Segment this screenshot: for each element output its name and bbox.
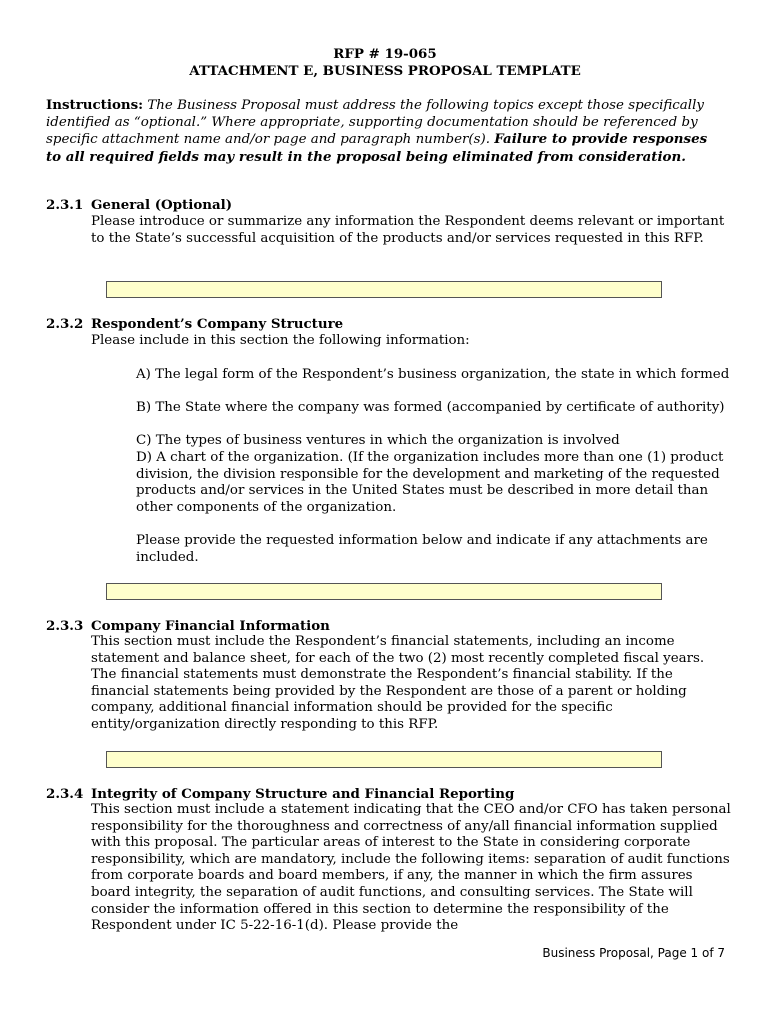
- closing-text: Please provide the requested information below and indicate if any attachments are included.: [136, 533, 708, 565]
- section-title-integrity: Integrity of Company Structure and Financial Reporting: [91, 786, 515, 802]
- list-item-b: [91, 400, 731, 417]
- list-item-b-text: B) The State where the company was formed (accompanied by certificate of authority): [136, 400, 725, 415]
- document-title-rfp: RFP # 19-065: [333, 46, 437, 62]
- list-item-a-label: A) The legal form of the Respondent’s business organization, the state in which formed: [136, 367, 730, 382]
- section-number-2-3-2: 2.3.2: [46, 316, 84, 332]
- document-title-attachment: ATTACHMENT E, BUSINESS PROPOSAL TEMPLATE: [189, 63, 581, 79]
- list-item-c: [91, 433, 731, 450]
- page-footer: Business Proposal, Page 1 of 7: [542, 946, 725, 960]
- list-item-d-text: D) A chart of the organization. (If the organization includes more than one (1) product division, the division responsible for the development and marketing of the requested products and/or services in the United States must be described in more detail than other components of the organization.: [136, 450, 724, 515]
- section-body-general: Please introduce or summarize any information the Respondent deems relevant or important to the State’s successful acquisition of the products and/or services requested in this RFP.: [91, 214, 725, 246]
- section-body-financial-information: This section must include the Respondent’s financial statements, including an income statement and balance sheet, for each of the two (2) most recently completed fiscal years. The financial statements must demonstrate the Respondent’s financial stability. If the financial statements being provided by the Respondent are those of a parent or holding company, additional financial information should be provided for the specific entity/organization directly responding to this RFP.: [91, 634, 705, 732]
- section-intro-company-structure: Please include in this section the following information:: [91, 333, 470, 348]
- list-item-c-text: C) The types of business ventures in which the organization is involved: [136, 433, 620, 448]
- list-item-d: [91, 450, 731, 516]
- response-field-financial-information[interactable]: [106, 751, 662, 768]
- instructions-text: The Business Proposal must address the following topics except those specifically identified as “optional.” Where appropriate, supporting documentation should be referenced by specific attachment name and/or page and paragraph number(s).: [46, 98, 704, 148]
- section-number-2-3-4: 2.3.4: [46, 786, 84, 802]
- section-number-2-3-1: 2.3.1: [46, 197, 84, 213]
- section-body-integrity: This section must include a statement indicating that the CEO and/or CFO has taken personal responsibility for the thoroughness and correctness of any/all financial information supplied with this proposal. The particular areas of interest to the State in considering corporate responsibility, which are mandatory, include the following items: separation of audit functions from corporate boards and board members, if any, the manner in which the firm assures board integrity, the separation of audit functions, and consulting services. The State will consider the information offered in this section to determine the responsibility of the Respondent under IC 5-22-16-1(d). Please provide the: [91, 802, 731, 934]
- section-title-general: General (Optional): [91, 197, 233, 213]
- list-item-a-text: [91, 367, 731, 384]
- response-field-general[interactable]: [106, 281, 662, 298]
- instructions-warning: Failure to provide responses to all required fields may result in the proposal being eliminated from consideration.: [46, 131, 708, 165]
- section-number-2-3-3: 2.3.3: [46, 618, 84, 634]
- section-closing-company-structure: [91, 533, 731, 566]
- section-title-company-structure: Respondent’s Company Structure: [91, 316, 344, 332]
- list-item-a: [91, 367, 731, 384]
- instructions-paragraph: [46, 97, 726, 166]
- response-field-company-structure[interactable]: [106, 583, 662, 600]
- instructions-label: Instructions:: [46, 97, 144, 113]
- section-title-financial-information: Company Financial Information: [91, 618, 330, 634]
